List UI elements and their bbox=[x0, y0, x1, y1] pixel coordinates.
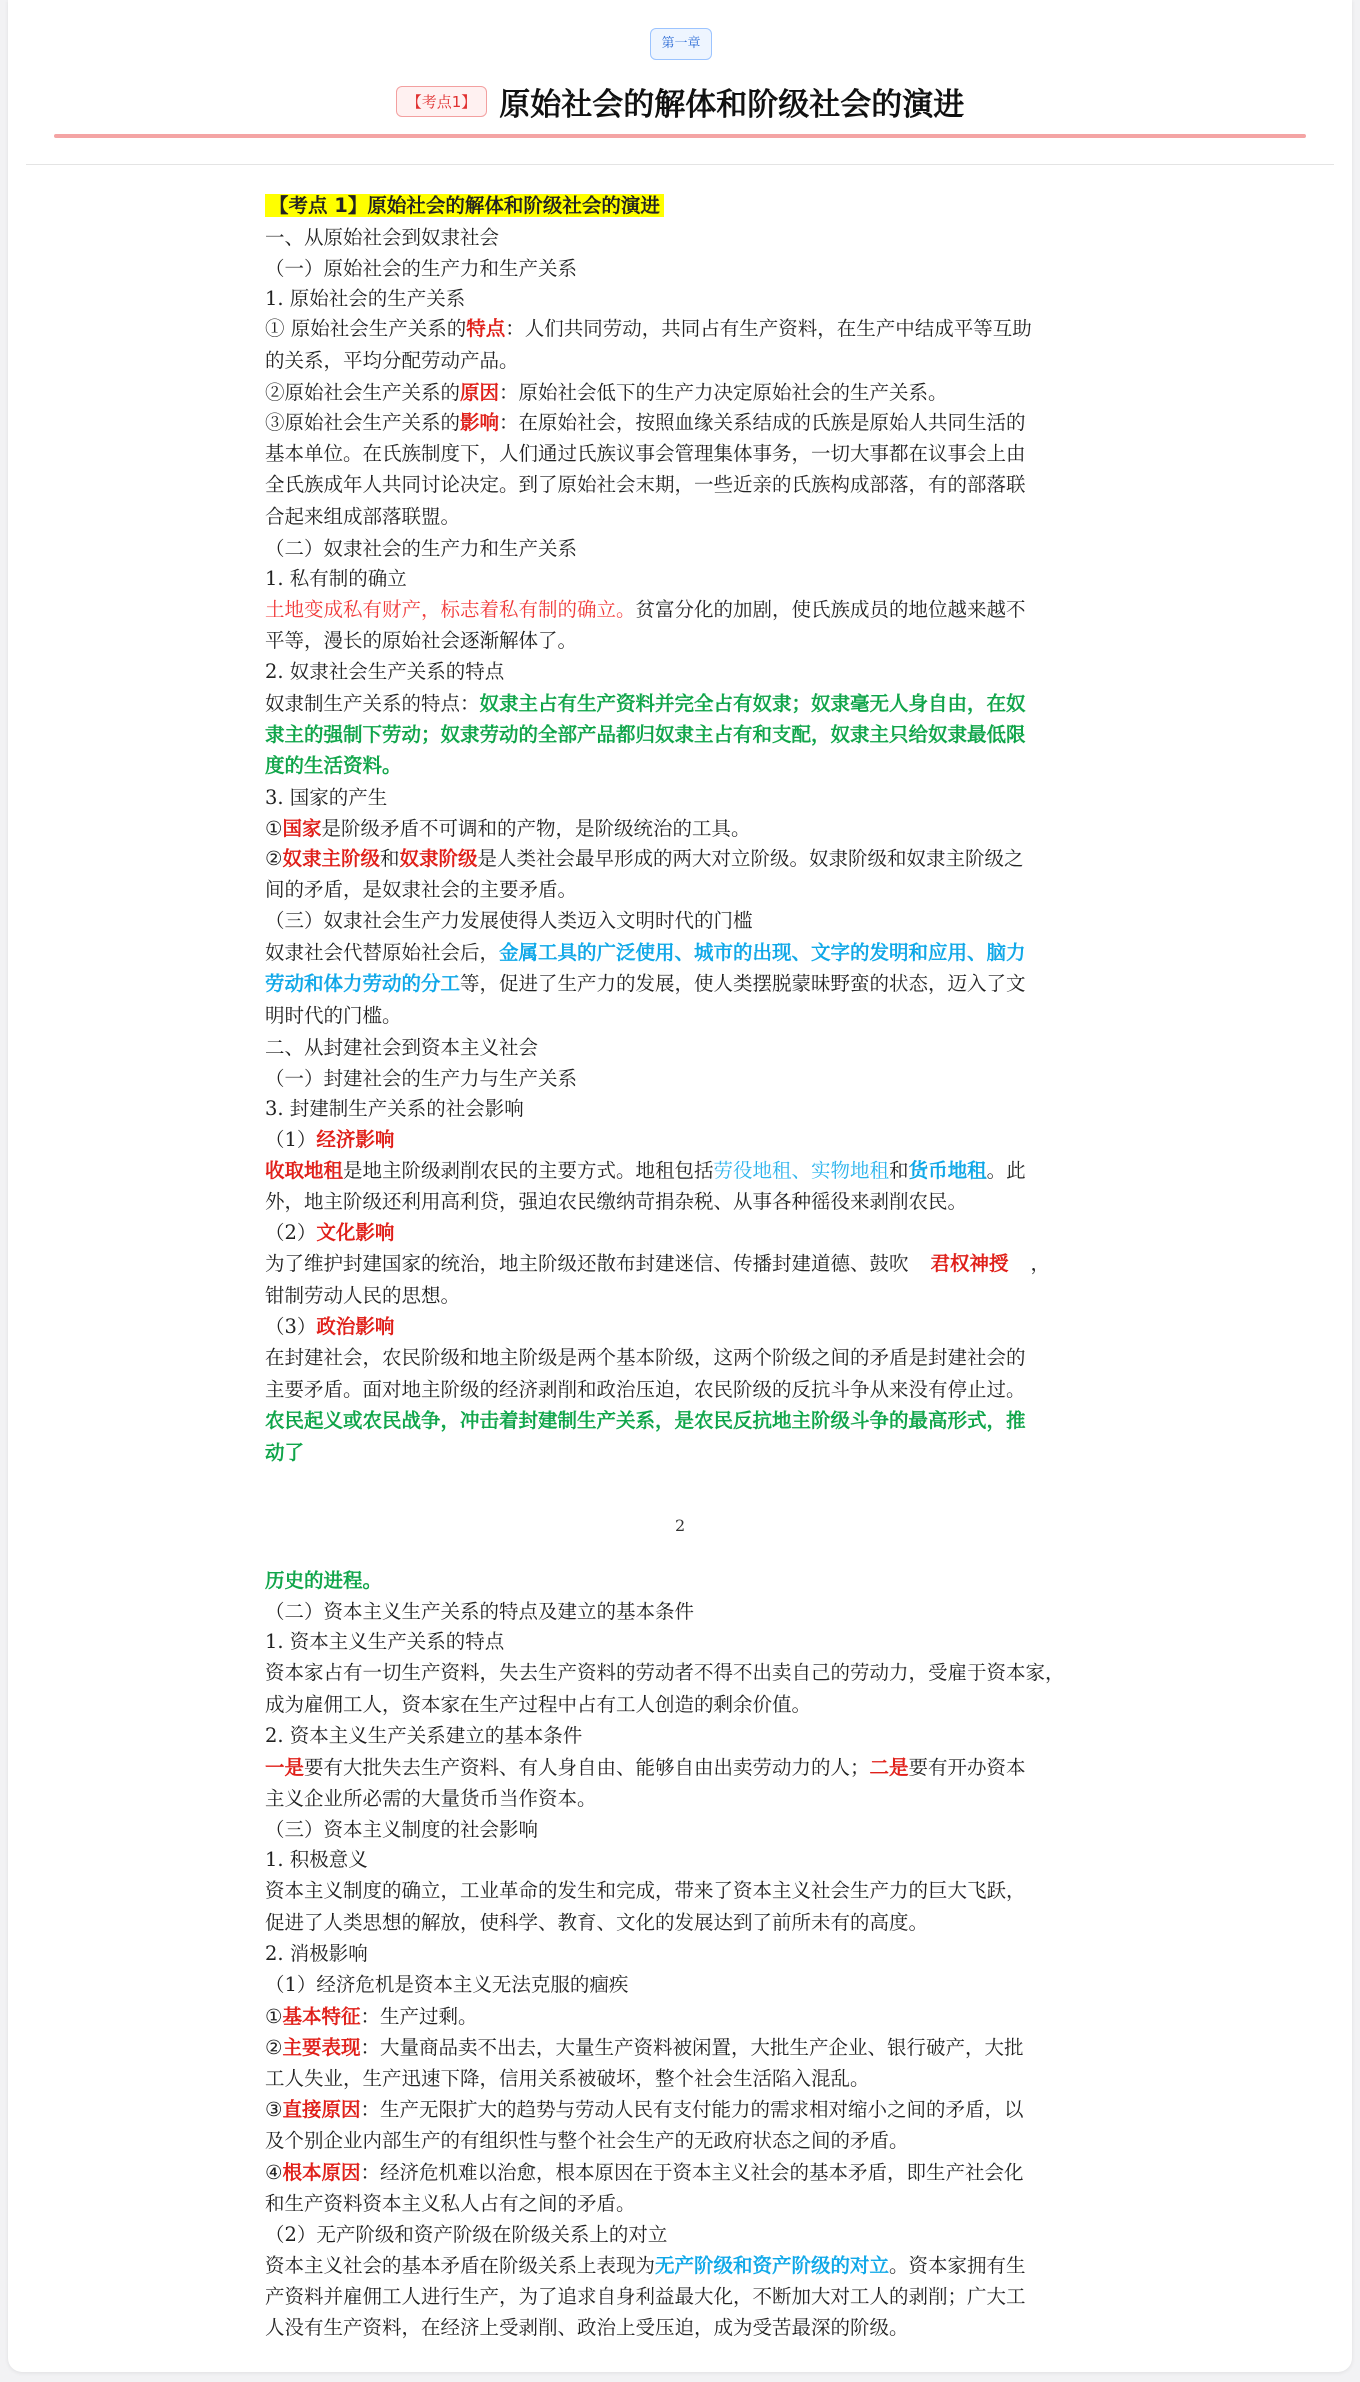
text-line: 一、从原始社会到奴隶社会 bbox=[265, 226, 500, 249]
text-line: （三）资本主义制度的社会影响 bbox=[265, 1818, 539, 1841]
text-line: 钳制劳动人民的思想。 bbox=[265, 1284, 461, 1307]
text-line: （2）无产阶级和资产阶级在阶级关系上的对立 bbox=[265, 2223, 668, 2246]
topic-tag: 【考点1】 bbox=[396, 86, 488, 117]
text-line: ①基本特征：生产过剩。 bbox=[265, 2005, 478, 2028]
text-line: （2）文化影响 bbox=[265, 1221, 395, 1244]
page-header bbox=[8, 0, 1352, 168]
text-line: 平等，漫长的原始社会逐渐解体了。 bbox=[265, 629, 578, 652]
text-line: 基本单位。在氏族制度下，人们通过氏族议事会管理集体事务，一切大事都在议事会上由 bbox=[265, 442, 1026, 465]
title-underline bbox=[54, 134, 1306, 138]
text-line: 收取地租是地主阶级剥削农民的主要方式。地租包括劳役地租、实物地租和货币地租。此 bbox=[265, 1159, 1026, 1182]
text-line: 土地变成私有财产，标志着私有制的确立。贫富分化的加剧，使氏族成员的地位越来越不 bbox=[265, 598, 1026, 621]
text-line: 隶主的强制下劳动；奴隶劳动的全部产品都归奴隶主占有和支配，奴隶主只给奴隶最低限 bbox=[265, 723, 1026, 746]
text-line: 明时代的门槛。 bbox=[265, 1004, 402, 1027]
text-line: 人没有生产资料，在经济上受剥削、政治上受压迫，成为受苦最深的阶级。 bbox=[265, 2316, 909, 2339]
text-line: 促进了人类思想的解放，使科学、教育、文化的发展达到了前所未有的高度。 bbox=[265, 1911, 929, 1934]
text-line: （一）封建社会的生产力与生产关系 bbox=[265, 1067, 578, 1090]
text-line: （二）资本主义生产关系的特点及建立的基本条件 bbox=[265, 1600, 695, 1623]
text-line: 成为雇佣工人，资本家在生产过程中占有工人创造的剩余价值。 bbox=[265, 1693, 812, 1716]
text-line: 主要矛盾。面对地主阶级的经济剥削和政治压迫，农民阶级的反抗斗争从来没有停止过。 bbox=[265, 1378, 1026, 1401]
text-line: 3. 封建制生产关系的社会影响 bbox=[265, 1097, 524, 1120]
text-line: ③直接原因：生产无限扩大的趋势与劳动人民有支付能力的需求相对缩小之间的矛盾，以 bbox=[265, 2098, 1024, 2121]
text-line: ①国家是阶级矛盾不可调和的产物，是阶级统治的工具。 bbox=[265, 817, 751, 840]
header-divider bbox=[26, 164, 1334, 165]
text-line: ① 原始社会生产关系的特点：人们共同劳动，共同占有生产资料，在生产中结成平等互助 bbox=[265, 317, 1032, 340]
text-line: ③原始社会生产关系的影响：在原始社会，按照血缘关系结成的氏族是原始人共同生活的 bbox=[265, 411, 1026, 434]
text-line: 1. 原始社会的生产关系 bbox=[265, 287, 466, 310]
text-line: （三）奴隶社会生产力发展使得人类迈入文明时代的门槛 bbox=[265, 909, 753, 932]
text-line: （二）奴隶社会的生产力和生产关系 bbox=[265, 537, 578, 560]
text-line: 2. 消极影响 bbox=[265, 1942, 368, 1965]
text-line: 在封建社会，农民阶级和地主阶级是两个基本阶级，这两个阶级之间的矛盾是封建社会的 bbox=[265, 1346, 1026, 1369]
text-line: 农民起义或农民战争，冲击着封建制生产关系，是农民反抗地主阶级斗争的最高形式，推 bbox=[265, 1409, 1026, 1432]
text-line: 主义企业所必需的大量货币当作资本。 bbox=[265, 1787, 597, 1810]
text-line: 2. 资本主义生产关系建立的基本条件 bbox=[265, 1724, 583, 1747]
text-line: 3. 国家的产生 bbox=[265, 786, 388, 809]
text-line: 外，地主阶级还利用高利贷，强迫农民缴纳苛捐杂税、从事各种徭役来剥削农民。 bbox=[265, 1190, 968, 1213]
text-line: 1. 积极意义 bbox=[265, 1848, 368, 1871]
text-line: 1. 资本主义生产关系的特点 bbox=[265, 1630, 505, 1653]
section-heading: 【考点 1】原始社会的解体和阶级社会的演进 bbox=[265, 192, 664, 220]
text-line: 合起来组成部落联盟。 bbox=[265, 505, 461, 528]
text-line: 产资料并雇佣工人进行生产，为了追求自身利益最大化，不断加大对工人的剥削；广大工 bbox=[265, 2285, 1026, 2308]
text-line: （1）经济危机是资本主义无法克服的痼疾 bbox=[265, 1973, 629, 1996]
text-line: ②奴隶主阶级和奴隶阶级是人类社会最早形成的两大对立阶级。奴隶阶级和奴隶主阶级之 bbox=[265, 847, 1024, 870]
title-row bbox=[8, 78, 1352, 124]
text-line: ②主要表现：大量商品卖不出去，大量生产资料被闲置，大批生产企业、银行破产，大批 bbox=[265, 2036, 1024, 2059]
text-line: 二、从封建社会到资本主义社会 bbox=[265, 1036, 539, 1059]
text-line: 2. 奴隶社会生产关系的特点 bbox=[265, 660, 505, 683]
text-line: 历史的进程。 bbox=[265, 1569, 383, 1592]
text-line: 及个别企业内部生产的有组织性与整个社会生产的无政府状态之间的矛盾。 bbox=[265, 2129, 909, 2152]
text-line: 间的矛盾，是奴隶社会的主要矛盾。 bbox=[265, 878, 578, 901]
text-line: （一）原始社会的生产力和生产关系 bbox=[265, 257, 578, 280]
page-number: 2 bbox=[675, 1516, 686, 1535]
text-line: 劳动和体力劳动的分工等，促进了生产力的发展，使人类摆脱蒙昧野蛮的状态，迈入了文 bbox=[265, 972, 1026, 995]
text-line: ④根本原因：经济危机难以治愈，根本原因在于资本主义社会的基本矛盾，即生产社会化 bbox=[265, 2161, 1024, 2184]
text-line: 奴隶制生产关系的特点：奴隶主占有生产资料并完全占有奴隶；奴隶毫无人身自由，在奴 bbox=[265, 692, 1026, 715]
text-line: 动了 bbox=[265, 1441, 305, 1464]
text-line: 为了维护封建国家的统治，地主阶级还散布封建迷信、传播封建道德、鼓吹 君权神授 ， bbox=[265, 1252, 1051, 1275]
text-line: （1）经济影响 bbox=[265, 1128, 395, 1151]
text-line: 资本家占有一切生产资料，失去生产资料的劳动者不得不出卖自己的劳动力，受雇于资本家， bbox=[265, 1661, 1065, 1684]
chapter-badge: 第一章 bbox=[650, 28, 712, 60]
text-line: 全氏族成年人共同讨论决定。到了原始社会末期，一些近亲的氏族构成部落，有的部落联 bbox=[265, 473, 1026, 496]
document-page bbox=[8, 0, 1352, 2372]
text-line: 1. 私有制的确立 bbox=[265, 567, 407, 590]
text-line: 的关系，平均分配劳动产品。 bbox=[265, 349, 519, 372]
text-line: 度的生活资料。 bbox=[265, 754, 402, 777]
text-line: ②原始社会生产关系的原因：原始社会低下的生产力决定原始社会的生产关系。 bbox=[265, 381, 948, 404]
text-line: 奴隶社会代替原始社会后，金属工具的广泛使用、城市的出现、文字的发明和应用、脑力 bbox=[265, 941, 1026, 964]
text-line: 资本主义社会的基本矛盾在阶级关系上表现为无产阶级和资产阶级的对立。资本家拥有生 bbox=[265, 2254, 1026, 2277]
text-line: 工人失业，生产迅速下降，信用关系被破坏，整个社会生活陷入混乱。 bbox=[265, 2067, 870, 2090]
text-line: 资本主义制度的确立，工业革命的发生和完成，带来了资本主义社会生产力的巨大飞跃， bbox=[265, 1879, 1026, 1902]
page-title: 原始社会的解体和阶级社会的演进 bbox=[499, 86, 965, 123]
text-line: 一是要有大批失去生产资料、有人身自由、能够自由出卖劳动力的人；二是要有开办资本 bbox=[265, 1756, 1026, 1779]
text-line: （3）政治影响 bbox=[265, 1315, 395, 1338]
text-line: 和生产资料资本主义私人占有之间的矛盾。 bbox=[265, 2192, 636, 2215]
